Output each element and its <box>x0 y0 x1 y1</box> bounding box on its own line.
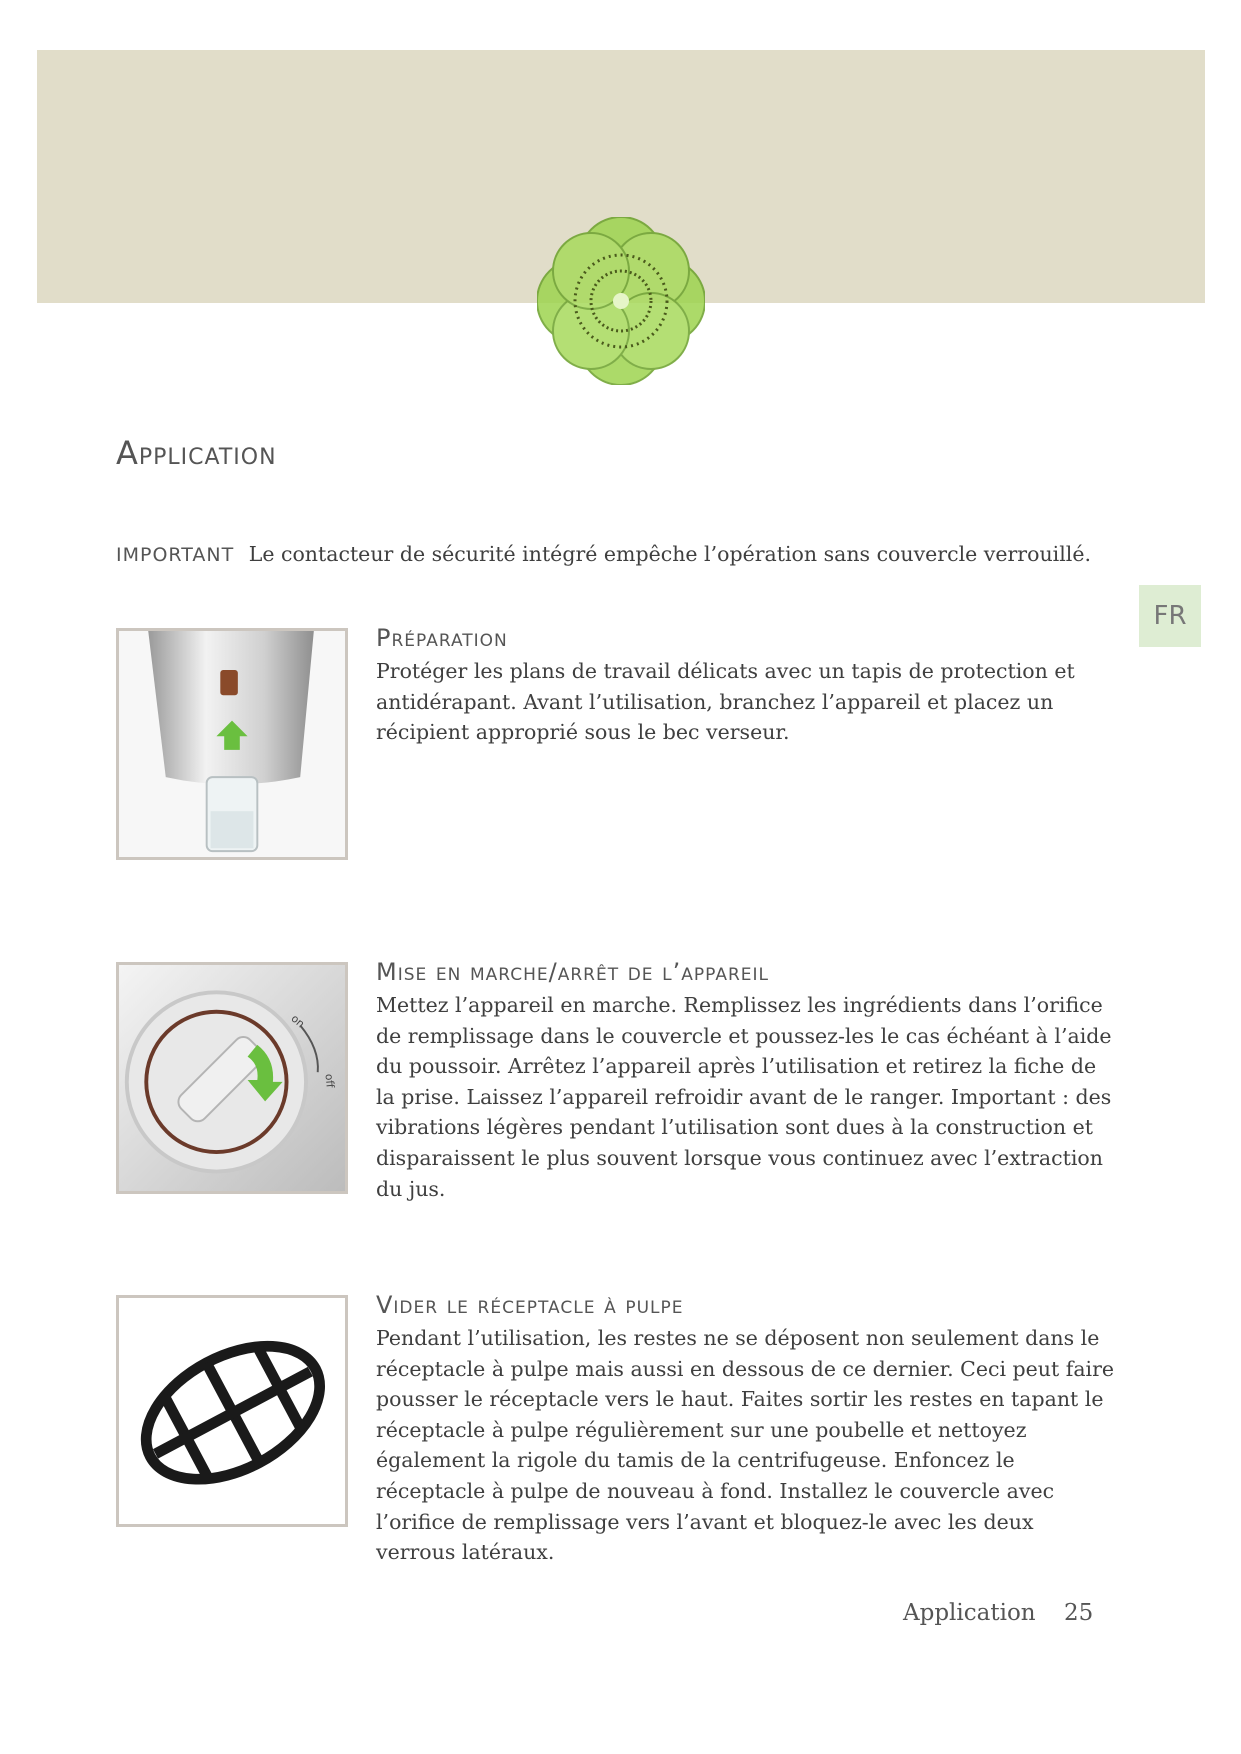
page-title: Application <box>116 434 277 472</box>
pulp-container-illustration <box>119 1298 345 1524</box>
pulp-container-figure <box>116 1295 348 1527</box>
footer-section-name: Application <box>903 1600 1036 1626</box>
section-preparation <box>376 624 1116 748</box>
section-body: Mettez l’appareil en marche. Remplissez les ingrédients dans l’orifice de remplissage dans le couvercle et poussez-les le cas échéant à l’aide du poussoir. Arrêtez l’appareil après l’utilisation et retirez la fiche de la prise. Laissez l’appareil refroidir avant de le ranger. Important : des vibrations légères pendant l’utilisation sont dues à la construction et disparaissent le plus souvent lorsque vous continuez avec l’extraction du jus. <box>376 993 1112 1201</box>
power-dial-figure <box>116 962 348 1194</box>
section-body: Pendant l’utilisation, les restes ne se déposent non seulement dans le réceptacle à pulpe mais aussi en dessous de ce dernier. Ceci peut faire pousser le réceptacle vers le haut. Faites sortir les restes en tapant le réceptacle à pulpe régulièrement sur une poubelle et nettoyez également la rigole du tamis de la centrifugeuse. Enfoncez le réceptacle à pulpe de nouveau à fond. Installez le couvercle avec l’orifice de remplissage vers l’avant et bloquez-le avec les deux verrous latéraux. <box>376 1326 1115 1565</box>
section-pulp <box>376 1291 1116 1568</box>
kiwi-logo-icon <box>537 217 705 385</box>
important-label: IMPORTANT <box>116 544 235 566</box>
section-heading: Préparation <box>376 624 508 652</box>
section-power <box>376 958 1116 1204</box>
preparation-figure <box>116 628 348 860</box>
dial-off-label: off <box>322 1073 337 1089</box>
power-dial-illustration <box>119 965 345 1191</box>
footer-page-number: 25 <box>1064 1600 1094 1626</box>
juicer-spout-illustration <box>119 631 345 857</box>
important-text: Le contacteur de sécurité intégré empêche l’opération sans couvercle verrouillé. <box>248 542 1091 566</box>
important-note <box>116 540 1136 569</box>
section-heading: Mise en marche/arrêt de l’appareil <box>376 958 769 986</box>
language-tab[interactable]: FR <box>1139 585 1201 647</box>
section-body: Protéger les plans de travail délicats avec un tapis de protection et antidérapant. Avant l’utilisation, branchez l’appareil et placez un récipient approprié sous le bec verseur. <box>376 659 1075 745</box>
section-heading: Vider le réceptacle à pulpe <box>376 1291 684 1319</box>
dial-on-label: on <box>288 1011 308 1031</box>
